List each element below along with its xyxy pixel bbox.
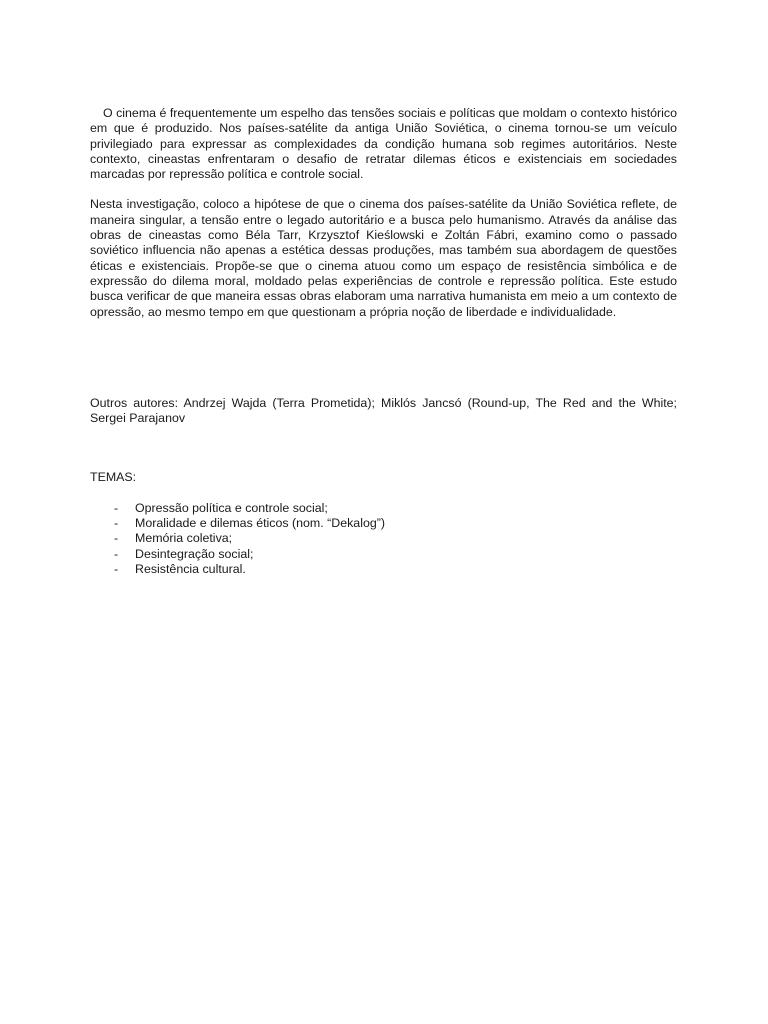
hypothesis-paragraph: Nesta investigação, coloco a hipótese de que o cinema dos países-satélite da União Soviética reflete, de maneira singular, a tensão entre o legado autoritário e a busca pelo humanismo. Através da análise das obras de cineastas como Béla Tarr, Krzysztof Kieślowski e Zoltán Fábri, examino como o passado soviético influencia não apenas a estética dessas produções, mas também sua abordagem de questões éticas e existenciais. Propõe-se que o cinema atuou como um espaço de resistência simbólica e de expressão do dilema moral, moldado pelas experiências de controle e repressão política. Este estudo busca verificar de que maneira essas obras elaboram uma narrativa humanista em meio a um contexto de opressão, ao mesmo tempo em que questionam a própria noção de liberdade e individualidade.: [90, 197, 677, 319]
section-spacer: [90, 320, 677, 396]
other-authors-note: Outros autores: Andrzej Wajda (Terra Prometida); Miklós Jancsó (Round-up, The Red and the White; Sergei Parajanov: [90, 395, 677, 426]
themes-heading: TEMAS:: [90, 470, 137, 485]
theme-text: Memória coletiva;: [135, 531, 233, 546]
list-spacer: [90, 486, 677, 501]
document-body: [90, 106, 677, 577]
theme-item: [90, 562, 677, 577]
paragraph-spacer: [90, 182, 677, 197]
intro-paragraph: O cinema é frequentemente um espelho das tensões sociais e políticas que moldam o contexto histórico em que é produzido. Nos países-satélite da antiga União Soviética, o cinema tornou-se um veículo privilegiado para expressar as complexidades da condição humana sob regimes autoritários. Neste contexto, cineastas enfrentaram o desafio de retratar dilemas éticos e existenciais em sociedades marcadas por repressão política e controle social.: [90, 106, 677, 182]
themes-list: [90, 501, 677, 577]
bullet-dash: -: [114, 531, 119, 546]
bullet-dash: -: [114, 500, 119, 515]
bullet-dash: -: [114, 546, 119, 561]
theme-text: Resistência cultural.: [135, 561, 246, 576]
theme-text: Opressão política e controle social;: [135, 500, 328, 515]
theme-text: Moralidade e dilemas éticos (nom. “Dekalog”): [135, 516, 385, 531]
theme-item: [90, 516, 677, 531]
bullet-dash: -: [114, 561, 119, 576]
bullet-dash: -: [114, 516, 119, 531]
theme-item: [90, 531, 677, 546]
theme-text: Desintegração social;: [135, 546, 254, 561]
section-spacer: [90, 426, 677, 470]
theme-item: [90, 501, 677, 516]
theme-item: [90, 547, 677, 562]
